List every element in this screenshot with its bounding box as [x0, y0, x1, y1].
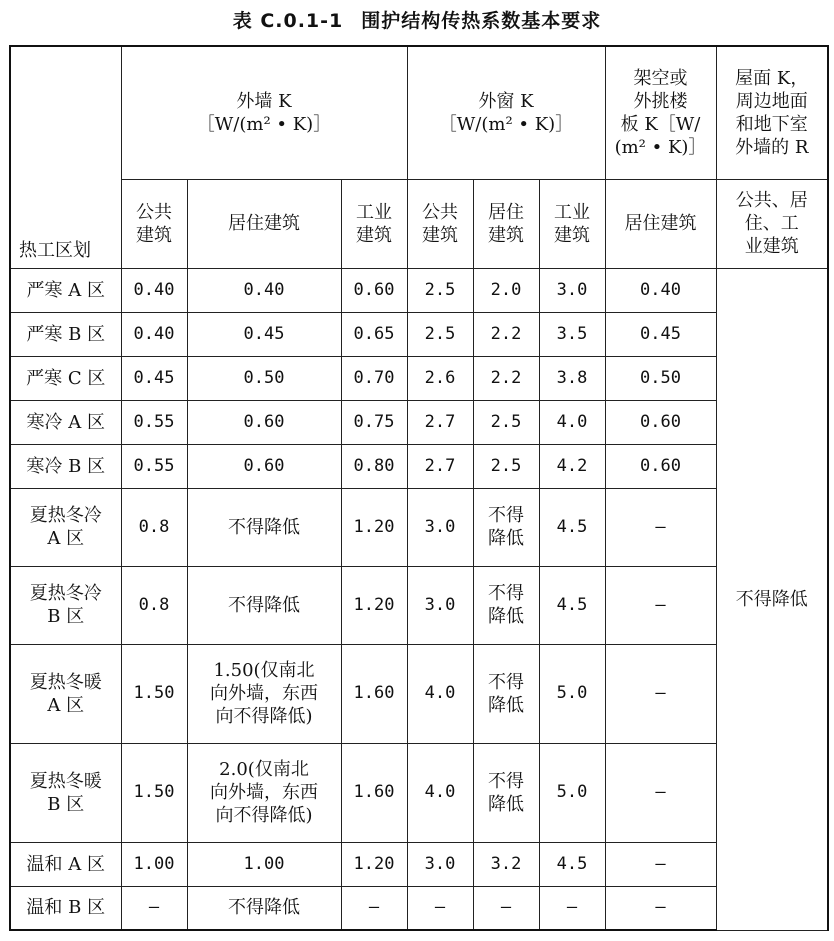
table-caption: 围护结构传热系数基本要求: [361, 10, 602, 32]
cell-wall-public: 0.45: [121, 356, 187, 400]
cell-window-industrial: 3.5: [539, 312, 605, 356]
cell-wall-public: 1.50: [121, 644, 187, 743]
cell-wall-residential: 不得降低: [187, 488, 341, 566]
cell-wall-public: 0.8: [121, 488, 187, 566]
cell-floor-residential: 0.40: [605, 268, 716, 312]
cell-window-industrial: 4.5: [539, 488, 605, 566]
cell-wall-public: 0.55: [121, 444, 187, 488]
header-window-industrial: 工业 建筑: [539, 179, 605, 268]
cell-wall-industrial: 1.20: [341, 842, 407, 886]
cell-wall-public: 0.8: [121, 566, 187, 644]
cell-wall-public: —: [121, 886, 187, 930]
cell-window-residential: 2.0: [473, 268, 539, 312]
header-window-residential: 居住 建筑: [473, 179, 539, 268]
cell-window-residential: 2.2: [473, 356, 539, 400]
cell-wall-public: 0.40: [121, 268, 187, 312]
cell-window-industrial: 4.0: [539, 400, 605, 444]
cell-wall-residential: 0.40: [187, 268, 341, 312]
cell-window-residential: 不得 降低: [473, 488, 539, 566]
cell-wall-industrial: 1.60: [341, 743, 407, 842]
cell-wall-industrial: 0.80: [341, 444, 407, 488]
header-wall: 外墙 K ［W/(m² • K)］: [121, 46, 407, 179]
header-window: 外窗 K ［W/(m² • K)］: [407, 46, 605, 179]
cell-window-residential: 2.5: [473, 444, 539, 488]
header-wall-residential: 居住建筑: [187, 179, 341, 268]
header-window-public: 公共 建筑: [407, 179, 473, 268]
cell-wall-residential: 2.0(仅南北 向外墙，东西 向不得降低): [187, 743, 341, 842]
cell-window-public: 2.6: [407, 356, 473, 400]
cell-window-public: 2.7: [407, 444, 473, 488]
cell-wall-industrial: 0.75: [341, 400, 407, 444]
cell-wall-residential: 不得降低: [187, 566, 341, 644]
cell-window-residential: 不得 降低: [473, 566, 539, 644]
heat-transfer-table: [9, 45, 829, 931]
cell-floor-residential: —: [605, 566, 716, 644]
cell-zone: 严寒 B 区: [10, 312, 121, 356]
cell-window-public: 4.0: [407, 644, 473, 743]
cell-wall-public: 0.55: [121, 400, 187, 444]
cell-wall-industrial: 0.60: [341, 268, 407, 312]
cell-window-residential: 2.2: [473, 312, 539, 356]
cell-wall-residential: 0.50: [187, 356, 341, 400]
cell-roof: 不得降低: [716, 268, 828, 930]
cell-wall-public: 1.50: [121, 743, 187, 842]
table-row: [10, 356, 828, 400]
cell-floor-residential: —: [605, 743, 716, 842]
cell-window-industrial: —: [539, 886, 605, 930]
cell-window-industrial: 5.0: [539, 644, 605, 743]
cell-window-public: 2.5: [407, 312, 473, 356]
cell-zone: 寒冷 A 区: [10, 400, 121, 444]
cell-floor-residential: 0.60: [605, 400, 716, 444]
table-row: [10, 444, 828, 488]
cell-wall-industrial: 1.20: [341, 566, 407, 644]
cell-zone: 温和 A 区: [10, 842, 121, 886]
cell-floor-residential: 0.45: [605, 312, 716, 356]
cell-wall-public: 0.40: [121, 312, 187, 356]
cell-floor-residential: —: [605, 644, 716, 743]
cell-wall-residential: 0.60: [187, 400, 341, 444]
header-roof-all: 公共、居 住、工 业建筑: [716, 179, 828, 268]
cell-wall-residential: 1.50(仅南北 向外墙，东西 向不得降低): [187, 644, 341, 743]
cell-window-industrial: 3.0: [539, 268, 605, 312]
cell-zone: 温和 B 区: [10, 886, 121, 930]
cell-window-public: 2.5: [407, 268, 473, 312]
cell-zone: 寒冷 B 区: [10, 444, 121, 488]
cell-zone: 严寒 C 区: [10, 356, 121, 400]
table-title: [0, 6, 834, 33]
cell-zone: 夏热冬冷 A 区: [10, 488, 121, 566]
cell-wall-residential: 0.45: [187, 312, 341, 356]
cell-window-public: 3.0: [407, 842, 473, 886]
cell-wall-industrial: 0.70: [341, 356, 407, 400]
table-row: [10, 488, 828, 566]
cell-window-residential: 不得 降低: [473, 743, 539, 842]
cell-wall-industrial: 1.20: [341, 488, 407, 566]
cell-window-residential: 不得 降低: [473, 644, 539, 743]
table-row: [10, 566, 828, 644]
cell-wall-residential: 不得降低: [187, 886, 341, 930]
cell-window-industrial: 5.0: [539, 743, 605, 842]
cell-window-industrial: 3.8: [539, 356, 605, 400]
cell-window-industrial: 4.2: [539, 444, 605, 488]
header-zone: 热工区划: [10, 46, 121, 268]
cell-wall-industrial: 1.60: [341, 644, 407, 743]
cell-window-public: —: [407, 886, 473, 930]
cell-floor-residential: —: [605, 842, 716, 886]
cell-floor-residential: —: [605, 488, 716, 566]
table-row: [10, 400, 828, 444]
cell-window-public: 4.0: [407, 743, 473, 842]
table-row: [10, 743, 828, 842]
header-floor-residential: 居住建筑: [605, 179, 716, 268]
cell-wall-industrial: 0.65: [341, 312, 407, 356]
cell-window-public: 3.0: [407, 566, 473, 644]
cell-wall-residential: 0.60: [187, 444, 341, 488]
cell-wall-industrial: —: [341, 886, 407, 930]
table-row: [10, 644, 828, 743]
cell-floor-residential: 0.60: [605, 444, 716, 488]
table-row: [10, 268, 828, 312]
cell-window-residential: 3.2: [473, 842, 539, 886]
cell-zone: 夏热冬冷 B 区: [10, 566, 121, 644]
cell-floor-residential: —: [605, 886, 716, 930]
cell-zone: 严寒 A 区: [10, 268, 121, 312]
table-row: [10, 312, 828, 356]
cell-window-industrial: 4.5: [539, 566, 605, 644]
cell-window-public: 2.7: [407, 400, 473, 444]
header-floor: 架空或 外挑楼 板 K［W/ (m² • K)］: [605, 46, 716, 179]
cell-zone: 夏热冬暖 B 区: [10, 743, 121, 842]
cell-window-industrial: 4.5: [539, 842, 605, 886]
table-row: [10, 842, 828, 886]
cell-floor-residential: 0.50: [605, 356, 716, 400]
header-wall-public: 公共 建筑: [121, 179, 187, 268]
table-number: 表 C.0.1-1: [232, 10, 344, 32]
cell-window-residential: —: [473, 886, 539, 930]
cell-window-residential: 2.5: [473, 400, 539, 444]
header-wall-industrial: 工业 建筑: [341, 179, 407, 268]
header-roof: 屋面 K， 周边地面 和地下室 外墙的 R: [716, 46, 828, 179]
cell-wall-residential: 1.00: [187, 842, 341, 886]
cell-window-public: 3.0: [407, 488, 473, 566]
cell-zone: 夏热冬暖 A 区: [10, 644, 121, 743]
cell-wall-public: 1.00: [121, 842, 187, 886]
table-row: [10, 886, 828, 930]
